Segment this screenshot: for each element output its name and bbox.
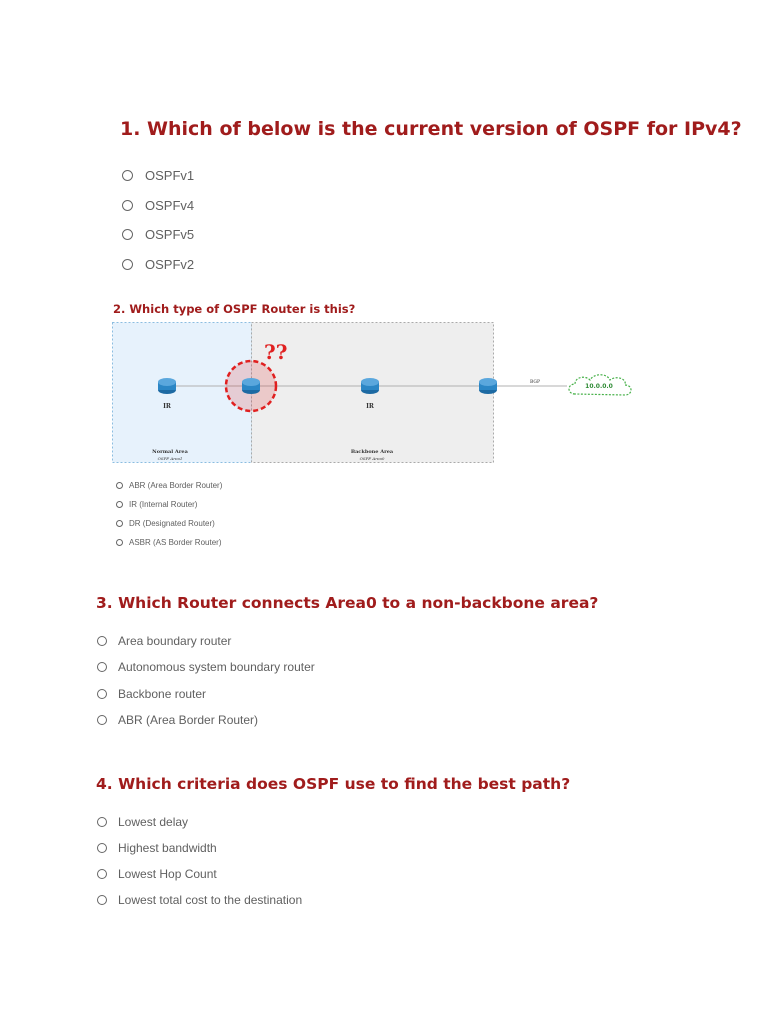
radio-button[interactable] (97, 843, 107, 853)
answer-option[interactable] (122, 220, 194, 250)
radio-button[interactable] (122, 170, 133, 181)
radio-button[interactable] (116, 539, 123, 546)
answer-option[interactable] (116, 476, 222, 495)
answer-label: OSPFv5 (145, 227, 195, 243)
answer-option[interactable] (97, 707, 315, 733)
question-3-options (97, 628, 315, 733)
answer-label: DR (Designated Router) (129, 519, 215, 528)
answer-label: Autonomous system boundary router (118, 660, 315, 675)
answer-option[interactable] (116, 533, 222, 552)
answer-label: OSPFv4 (145, 197, 195, 213)
question-2-options (116, 476, 222, 552)
radio-button[interactable] (122, 259, 133, 270)
answer-label: OSPFv2 (145, 256, 195, 272)
radio-button[interactable] (122, 200, 133, 211)
radio-button[interactable] (97, 689, 107, 699)
answer-label: IR (Internal Router) (129, 500, 198, 509)
answer-label: Backbone router (118, 686, 207, 701)
radio-button[interactable] (97, 662, 107, 672)
bgp-label: BGP (530, 380, 541, 385)
answer-label: ABR (Area Border Router) (129, 481, 223, 490)
answer-option[interactable] (97, 628, 315, 654)
radio-button[interactable] (97, 636, 107, 646)
normal-area-label: Normal Area (152, 449, 188, 455)
normal-area-sub: OSPF Area1 (157, 456, 183, 461)
answer-option[interactable] (122, 161, 194, 191)
answer-label: Lowest total cost to the destination (118, 893, 303, 907)
answer-label: ASBR (AS Border Router) (129, 538, 222, 547)
radio-button[interactable] (116, 501, 123, 508)
question-4-title: 4. Which criteria does OSPF use to find the best path? (96, 775, 571, 793)
radio-button[interactable] (97, 869, 107, 879)
backbone-area-sub: OSPF Area0 (359, 456, 385, 461)
question-4-options (97, 809, 302, 913)
answer-option[interactable] (97, 835, 302, 861)
ospf-router-diagram (112, 322, 541, 468)
router-icon (242, 378, 260, 394)
question-marks: ?? (264, 340, 288, 364)
question-3-title: 3. Which Router connects Area0 to a non-backbone area? (96, 594, 599, 612)
answer-label: Lowest delay (118, 815, 189, 829)
network-label: 10.0.0.0 (585, 383, 613, 390)
answer-option[interactable] (116, 514, 222, 533)
question-1-options (122, 161, 194, 279)
answer-option[interactable] (97, 861, 302, 887)
radio-button[interactable] (122, 229, 133, 240)
answer-option[interactable] (97, 809, 302, 835)
radio-button[interactable] (97, 817, 107, 827)
answer-label: Area boundary router (118, 634, 232, 649)
radio-button[interactable] (97, 715, 107, 725)
answer-label: Lowest Hop Count (118, 867, 217, 881)
router-label: IR (163, 403, 171, 410)
answer-option[interactable] (97, 654, 315, 680)
radio-button[interactable] (116, 482, 123, 489)
answer-option[interactable] (97, 887, 302, 913)
answer-option[interactable] (116, 495, 222, 514)
answer-option[interactable] (122, 191, 194, 221)
router-icon (158, 378, 176, 394)
router-icon (361, 378, 379, 394)
answer-label: OSPFv1 (145, 168, 195, 184)
answer-option[interactable] (97, 681, 315, 707)
question-2-title: 2. Which type of OSPF Router is this? (113, 302, 356, 316)
answer-label: ABR (Area Border Router) (118, 713, 259, 728)
answer-label: Highest bandwidth (118, 841, 217, 855)
cloud-icon (565, 372, 637, 402)
router-label: IR (366, 403, 374, 410)
question-1-title: 1. Which of below is the current version of OSPF for IPv4? (120, 118, 742, 140)
radio-button[interactable] (97, 895, 107, 905)
backbone-area-label: Backbone Area (350, 449, 394, 455)
router-icon (479, 378, 497, 394)
answer-option[interactable] (122, 250, 194, 280)
radio-button[interactable] (116, 520, 123, 527)
